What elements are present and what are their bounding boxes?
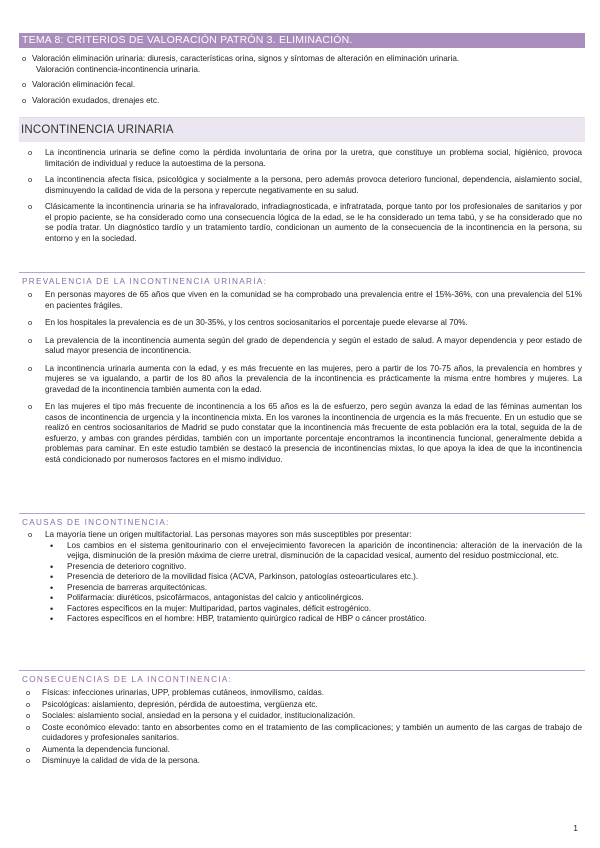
list-item: o En los hospitales la prevalencia es de un 30-35%, y los centros sociosanitarios el porcentaje puede elevarse al 70%. bbox=[28, 318, 468, 327]
list-item: o La incontinencia urinaria se define como la pérdida involuntaria de orina por la uretra, que constituye un problema social, higiénico, provoca limitación de individual y reduce la autoestima de la persona. bbox=[28, 148, 582, 168]
intro-item: o Valoración eliminación urinaria: diuresis, características orina, signos y síntomas de alteración en eliminación urinaria. Valoración continencia-incontinencia urinaria. bbox=[22, 54, 460, 74]
dot-bullet-icon: • bbox=[50, 561, 54, 572]
bullet-icon: o bbox=[28, 175, 33, 184]
sublist-item: • Presencia de deterioro de la movilidad física (ACVA, Parkinson, patologías osteoarticulares etc.). bbox=[50, 572, 419, 582]
bullet-icon: o bbox=[28, 318, 33, 327]
list-item: o Coste económico elevado: tanto en absorbentes como en el tratamiento de las complicaciones; y también un aumento de las cargas de trabajo de cuidadores y profesionales sanitarios. bbox=[26, 722, 582, 742]
bullet-icon: o bbox=[28, 335, 33, 345]
consecuencias-list bbox=[22, 688, 582, 767]
bullet-icon: o bbox=[28, 530, 33, 539]
list-item: o Aumenta la dependencia funcional. bbox=[26, 744, 170, 754]
list-item: o Clásicamente la incontinencia urinaria se ha infravalorado, infradiagnosticada, e infratratada, porque tanto por los profesionales de sanitarios y por el propio paciente, se ha considerado como una consecuencia lógica de la edad, se le ha considerado un tema tabú, y se ha considerado que no se podía tratar. Un diagnóstico tardío y un tratamiento tardío, condicionan un aumento de la consecuencia de la incontinencia en la persona, su entorno y en la sociedad. bbox=[28, 202, 582, 243]
sublist-item: • Polifarmacia: diuréticos, psicofármacos, antagonistas del calcio y anticolinérgicos. bbox=[50, 593, 364, 603]
list-item: o Sociales: aislamiento social, ansiedad en la persona y el cuidador, institucionalización. bbox=[26, 711, 356, 720]
dot-bullet-icon: • bbox=[50, 540, 54, 551]
section-heading-causas: CAUSAS DE INCONTINENCIA: bbox=[19, 513, 585, 527]
bullet-icon: o bbox=[26, 756, 31, 765]
intro-item: o Valoración eliminación fecal. bbox=[22, 80, 136, 89]
list-item: o Disminuye la calidad de vida de la persona. bbox=[26, 756, 200, 765]
intro-item: o Valoración exudados, drenajes etc. bbox=[22, 95, 160, 105]
sublist-item: • Factores específicos en el hombre: HBP, tratamiento quirúrgico radical de HBP o cáncer prostático. bbox=[50, 614, 427, 624]
list-item: o En las mujeres el tipo más frecuente de incontinencia a los 65 años es la de esfuerzo, pero según avanza la edad de las féminas aumentan los casos de incontinencia de urgencia y la incontinencia mixta. En los varones la incontinencia de urgencia es la más frecuente. En un estudio que se realizó en centros sociosanitarios de Madrid se pudo constatar que la incontinencia más frecuente de esta población era la total, seguida de la de esfuerzo, y ambas con grandes pérdidas, también con un importante porcentaje encontramos la incontinencia funcional, generalmente debida a problemas para caminar. En este estudio también se destacó la presencia de incontinencias mixtas, lo que apoya la idea de que la incontinencia está condicionado por numerosos factores en el mismo individuo. bbox=[28, 402, 582, 464]
dot-bullet-icon: • bbox=[50, 593, 54, 603]
causas-sublist bbox=[22, 541, 582, 625]
incontinencia-list bbox=[22, 148, 582, 244]
list-item: o Psicológicas: aislamiento, depresión, pérdida de autoestima, vergüenza etc. bbox=[26, 699, 318, 709]
page-number: 1 bbox=[573, 823, 578, 833]
bullet-icon: o bbox=[22, 95, 27, 105]
sublist-item: • Factores específicos en la mujer: Multiparidad, partos vaginales, déficit estrogénico. bbox=[50, 603, 371, 614]
bullet-icon: o bbox=[28, 402, 33, 411]
list-item: o La incontinencia afecta física, psicológica y socialmente a la persona, pero además provoca deterioro funcional, dependencia, aislamiento social, disminuyendo la calidad de vida de la persona y repercute negativamente en su salud. bbox=[28, 175, 582, 195]
dot-bullet-icon: • bbox=[50, 572, 54, 582]
page-title-bar bbox=[19, 33, 585, 48]
bullet-icon: o bbox=[26, 699, 31, 709]
bullet-icon: o bbox=[26, 711, 31, 720]
list-item: o La mayoría tiene un origen multifactorial. Las personas mayores son más susceptibles por presentar: bbox=[28, 530, 412, 539]
dot-bullet-icon: • bbox=[50, 614, 54, 624]
sublist-item: • Presencia de barreras arquitectónicas. bbox=[50, 582, 208, 593]
bullet-icon: o bbox=[28, 148, 33, 157]
section-heading-consecuencias: CONSECUENCIAS DE LA INCONTINENCIA: bbox=[19, 670, 585, 684]
bullet-icon: o bbox=[22, 80, 27, 89]
dot-bullet-icon: • bbox=[50, 582, 54, 593]
list-item: o La prevalencia de la incontinencia aumenta según del grado de dependencia y según el estado de salud. A mayor dependencia y peor estado de salud mayor presencia de incontinencia. bbox=[28, 335, 582, 355]
sublist-item: • Presencia de deterioro cognitivo. bbox=[50, 561, 187, 572]
sublist-item: • Los cambios en el sistema genitourinario con el envejecimiento favorecen la aparición de incontinencia: alteración de la inervación de la vejiga, disminución de la presión máxima de cierre uretral, disminución de la capacidad vesical, aumento del residuo postmiccional, etc. bbox=[50, 540, 582, 560]
page-title: TEMA 8: CRITERIOS DE VALORACIÓN PATRÓN 3. ELIMINACIÓN. bbox=[22, 34, 353, 46]
bullet-icon: o bbox=[28, 363, 33, 373]
section-heading-prevalencia: PREVALENCIA DE LA INCONTINENCIA URINARIA: bbox=[19, 272, 585, 286]
section-heading-incontinencia: INCONTINENCIA URINARIA bbox=[19, 117, 585, 142]
list-item: o La incontinencia urinaria aumenta con la edad, y es más frecuente en las mujeres, pero a partir de los 70-75 años, la prevalencia en hombres y mujeres se va igualando, a partir de los 80 años la prevalencia de la incontinencia es prácticamente la misma entre hombres y mujeres. La gravedad de la incontinencia también aumenta con la edad. bbox=[28, 363, 582, 394]
bullet-icon: o bbox=[26, 722, 31, 732]
bullet-icon: o bbox=[26, 688, 31, 697]
dot-bullet-icon: • bbox=[50, 603, 54, 614]
intro-list bbox=[22, 54, 582, 111]
bullet-icon: o bbox=[26, 744, 31, 754]
prevalencia-list bbox=[22, 290, 582, 465]
bullet-icon: o bbox=[28, 202, 33, 211]
bullet-icon: o bbox=[22, 54, 27, 63]
bullet-icon: o bbox=[28, 290, 33, 299]
list-item: o Físicas: infecciones urinarias, UPP, problemas cutáneos, inmovilismo, caídas. bbox=[26, 688, 324, 697]
list-item: o En personas mayores de 65 años que viven en la comunidad se ha comprobado una prevalencia entre el 15%-36%, con una prevalencia del 51% en pacientes frágiles. bbox=[28, 290, 582, 310]
causas-list bbox=[22, 530, 582, 625]
